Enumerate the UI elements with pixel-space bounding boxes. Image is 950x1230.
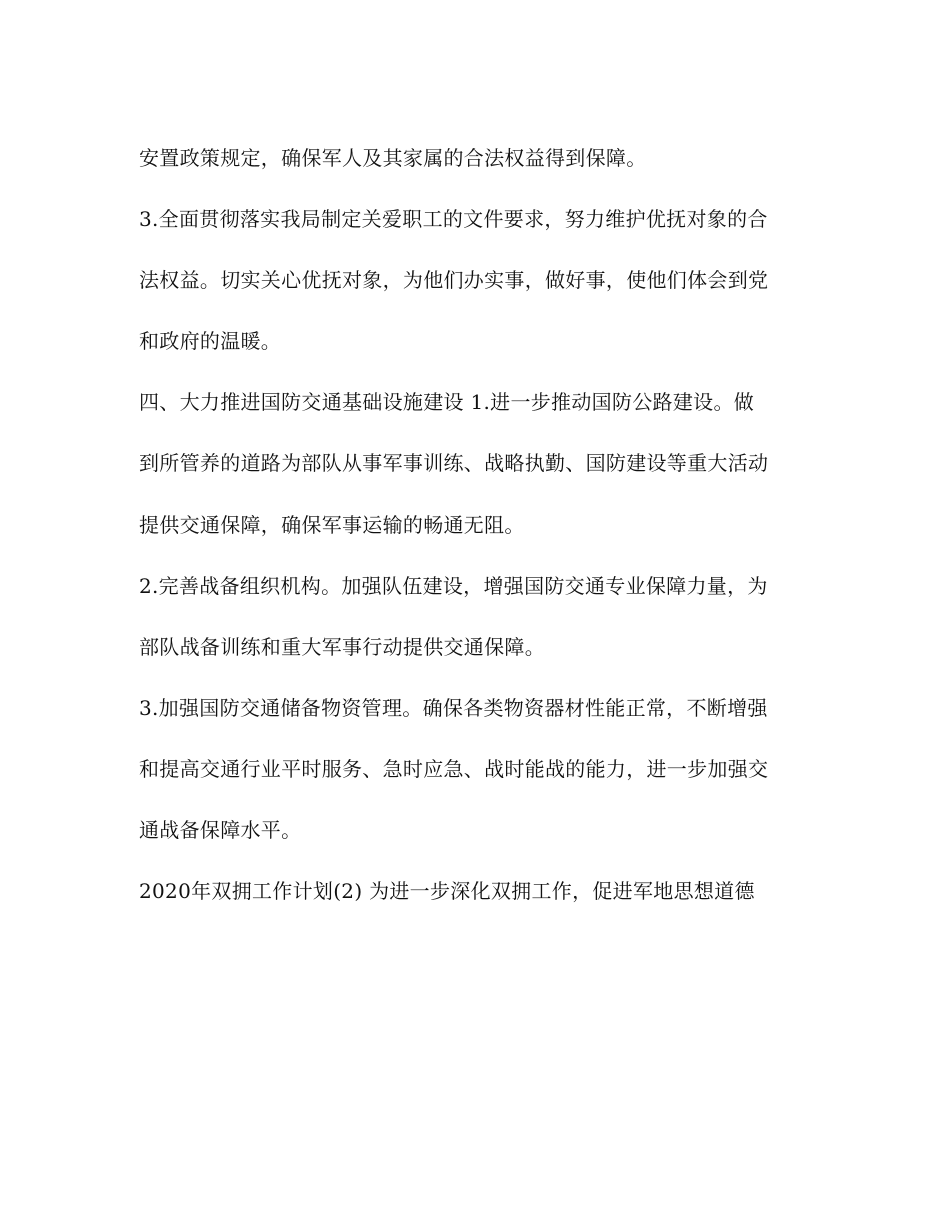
text-line: 3.全面贯彻落实我局制定关爱职工的文件要求，努力维护优抚对象的合: [139, 207, 768, 232]
text-line: 通战备保障水平。: [139, 818, 302, 843]
text-line: 法权益。切实关心优抚对象，为他们办实事，做好事，使他们体会到党: [139, 268, 769, 293]
text-line: 和政府的温暖。: [139, 329, 282, 354]
document-body: [139, 134, 819, 928]
text-line: 和提高交通行业平时服务、急时应急、战时能战的能力，进一步加强交: [139, 756, 769, 781]
text-line: 四、大力推进国防交通基础设施建设 1.进一步推动国防公路建设。做: [139, 390, 755, 415]
text-line: 安置政策规定，确保军人及其家属的合法权益得到保障。: [139, 146, 647, 170]
text-line: 3.加强国防交通储备物资管理。确保各类物资器材性能正常，不断增强: [139, 695, 768, 720]
text-line: 到所管养的道路为部队从事军事训练、战略执勤、国防建设等重大活动: [139, 451, 769, 476]
text-line: 提供交通保障，确保军事运输的畅通无阻。: [139, 512, 525, 537]
text-line: 部队战备训练和重大军事行动提供交通保障。: [139, 634, 545, 659]
text-line: 2020年双拥工作计划(2) 为进一步深化双拥工作，促进军地思想道德: [139, 879, 755, 904]
text-line: 2.完善战备组织机构。加强队伍建设，增强国防交通专业保障力量，为: [139, 573, 768, 598]
